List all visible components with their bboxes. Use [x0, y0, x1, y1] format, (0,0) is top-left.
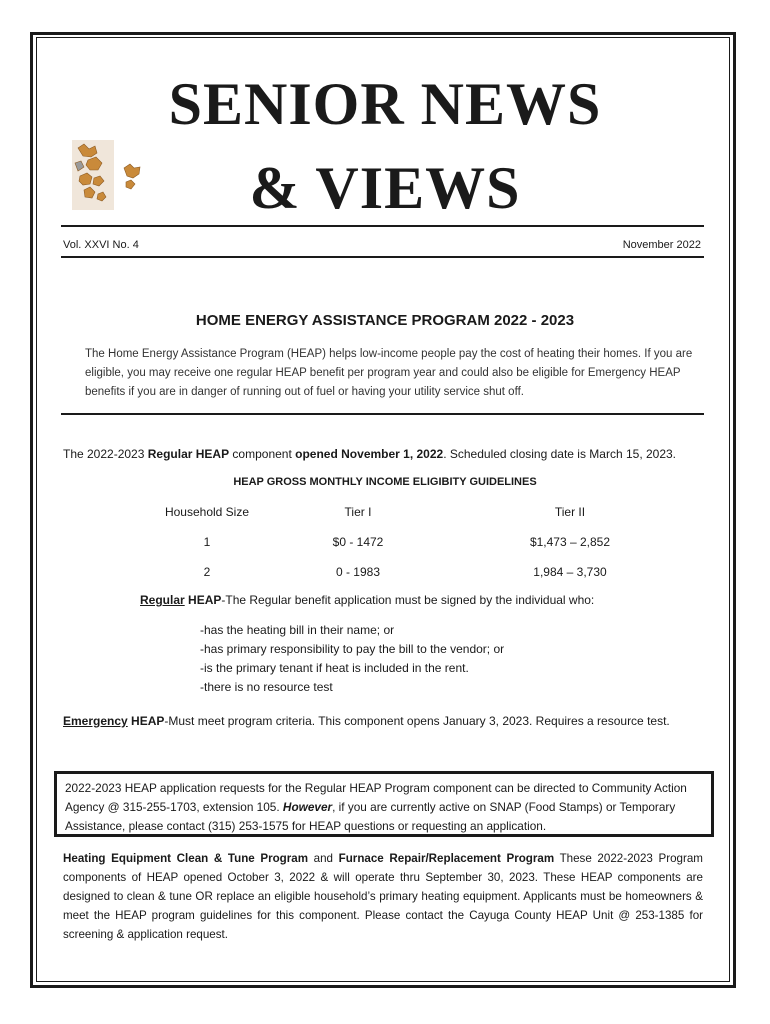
- list-item: -has the heating bill in their name; or: [200, 623, 395, 637]
- issue-date: November 2022: [622, 239, 701, 251]
- regular-heap-opened-notice: [63, 447, 676, 461]
- intro-paragraph: The Home Energy Assistance Program (HEAP) helps low-income people pay the cost of heating their homes. If you are eligible, you may receive one regular HEAP benefit per program year and could also be eligible for Emergency HEAP benefits if you are in danger of running out of fuel or having your utility service shut off.: [85, 348, 693, 398]
- heating-and: and: [308, 852, 339, 865]
- emergency-heap-term: HEAP: [127, 714, 165, 728]
- regular-term: Regular: [140, 593, 185, 607]
- emergency-heap-description: [63, 714, 670, 728]
- masthead-divider-top: [61, 225, 704, 227]
- masthead-title-line1: SENIOR NEWS: [168, 71, 602, 137]
- list-item: -there is no resource test: [200, 680, 333, 694]
- table-header-tier-2: Tier II: [554, 505, 586, 519]
- table-header-tier-1: Tier I: [344, 505, 372, 519]
- table-header-household-size: Household Size: [164, 505, 250, 519]
- emergency-term: Emergency: [63, 714, 128, 728]
- article-headline: HOME ENERGY ASSISTANCE PROGRAM 2022 - 2023: [195, 312, 575, 329]
- opened-text-2: component: [229, 447, 296, 461]
- list-item: -has primary responsibility to pay the bill to the vendor; or: [200, 642, 505, 656]
- application-contact-text: [65, 779, 703, 836]
- table-cell: $0 - 1472: [332, 535, 384, 549]
- table-cell: $1,473 – 2,852: [529, 535, 611, 549]
- volume-number: Vol. XXVI No. 4: [63, 239, 139, 251]
- callout-emphasis: However: [282, 800, 333, 814]
- callout-text-1: 2022-2023 HEAP application requests for the Regular HEAP Program component can be directed to Community Action Agency @ 315-255-1703, extension 105.: [65, 781, 687, 814]
- emergency-heap-text: -Must meet program criteria. This component opens January 3, 2023. Requires a resource test.: [164, 714, 670, 728]
- section-divider: [61, 413, 704, 415]
- table-cell: 1: [203, 535, 211, 549]
- table-cell: 2: [203, 565, 211, 579]
- list-item: -is the primary tenant if heat is included in the rent.: [200, 661, 469, 675]
- application-contact-box: [54, 771, 714, 837]
- table-cell: 1,984 – 3,730: [533, 565, 607, 579]
- opened-bold-regular-heap: Regular HEAP: [147, 447, 230, 461]
- opened-text-1: The 2022-2023: [63, 447, 148, 461]
- masthead-title-line2: & VIEWS: [249, 155, 521, 221]
- heating-text: These 2022-2023 Program components of HEAP opened October 3, 2022 & will operate thru September 30, 2023. These HEAP components are designed to clean & tune OR replace an eligible household’s primary heating equipment. Applicants must be homeowners & meet the HEAP program guidelines for this component. Please contact the Cayuga County HEAP Unit @ 253-1385 for screening & application request.: [63, 852, 703, 941]
- eligibility-criteria-list: [200, 621, 504, 697]
- clean-tune-program-title: Heating Equipment Clean & Tune Program: [63, 852, 309, 865]
- table-cell: 0 - 1983: [335, 565, 381, 579]
- regular-heap-text: -The Regular benefit application must be signed by the individual who:: [221, 593, 595, 607]
- masthead-divider-bottom: [61, 256, 704, 258]
- regular-heap-term: HEAP: [184, 593, 222, 607]
- heating-equipment-paragraph: [63, 849, 703, 944]
- furnace-repair-program-title: Furnace Repair/Replacement Program: [338, 852, 555, 865]
- income-guidelines-title: HEAP GROSS MONTHLY INCOME ELIGIBITY GUIDELINES: [233, 476, 537, 488]
- opened-bold-date: opened November 1, 2022: [295, 447, 444, 461]
- regular-heap-description: [140, 593, 594, 607]
- opened-text-3: . Scheduled closing date is March 15, 2023.: [443, 447, 677, 461]
- callout-text-2: , if you are currently active on SNAP (Food Stamps) or Temporary Assistance, please contact (315) 253-1575 for HEAP questions or requesting an application.: [65, 800, 676, 833]
